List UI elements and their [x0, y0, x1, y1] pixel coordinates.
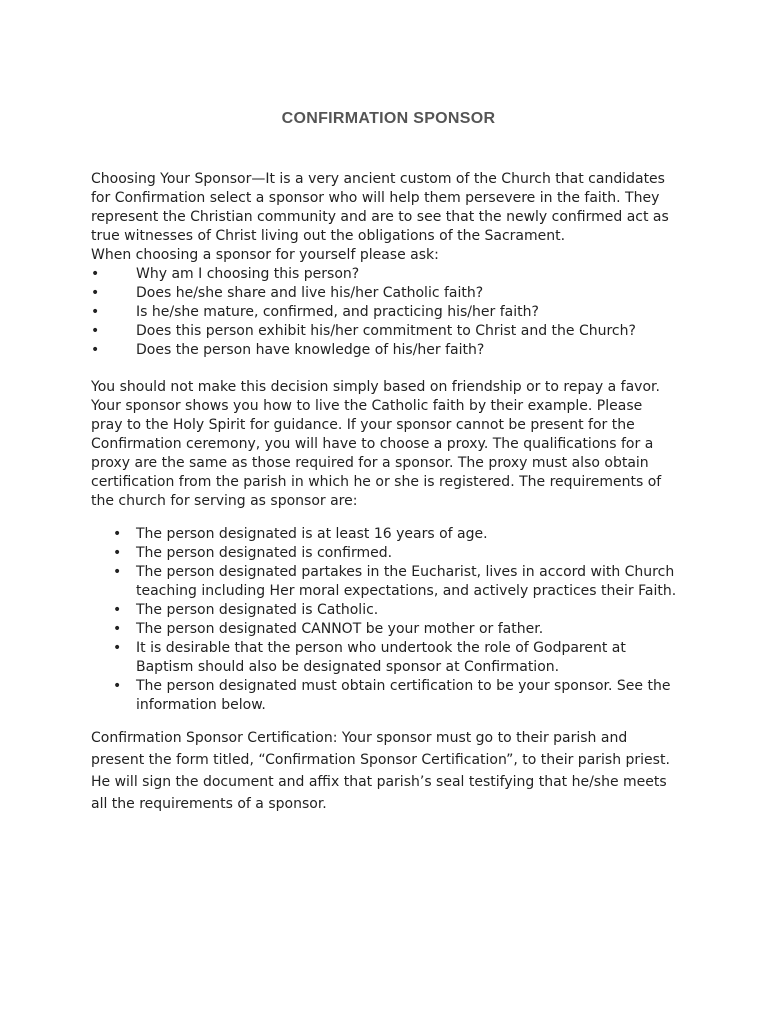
list-item [91, 265, 678, 284]
page-title: CONFIRMATION SPONSOR [281, 110, 496, 127]
certification-paragraph: Confirmation Sponsor Certification: Your sponsor must go to their parish and present the form titled, “Confirmation Sponsor Certification”, to their parish priest. He will sign the document and affix that parish’s seal testifying that he/she meets all the requirements of a sponsor. [91, 730, 670, 812]
bullet-icon: • [91, 266, 100, 282]
bullet-icon: • [113, 602, 122, 618]
requirement-text: The person designated must obtain certification to be your sponsor. See the information below. [136, 678, 671, 713]
requirement-text: The person designated CANNOT be your mother or father. [136, 621, 544, 637]
bullet-icon: • [113, 526, 122, 542]
list-item [91, 303, 678, 322]
list-item [91, 620, 678, 639]
advice-paragraph: You should not make this decision simply based on friendship or to repay a favor. Your sponsor shows you how to live the Catholic faith by their example. Please pray to the Holy Spirit for guidance. If your sponsor cannot be present for the Confirmation ceremony, you will have to choose a proxy. The qualifications for a proxy are the same as those required for a sponsor. The proxy must also obtain certification from the parish in which he or she is registered. The requirements of the church for serving as sponsor are: [91, 379, 662, 509]
list-item [91, 322, 678, 341]
bullet-icon: • [91, 323, 100, 339]
list-item [91, 525, 678, 544]
list-item [91, 544, 678, 563]
requirement-text: The person designated partakes in the Eucharist, lives in accord with Church teaching including Her moral expectations, and actively practices their Faith. [136, 564, 677, 599]
list-item [91, 563, 678, 601]
question-text: Does the person have knowledge of his/her faith? [136, 342, 485, 358]
requirements-list [91, 525, 678, 715]
bullet-icon: • [113, 640, 122, 656]
bullet-icon: • [91, 342, 100, 358]
question-text: Does this person exhibit his/her commitment to Christ and the Church? [136, 323, 636, 339]
question-text: Is he/she mature, confirmed, and practicing his/her faith? [136, 304, 539, 320]
list-item [91, 639, 678, 677]
question-list [91, 265, 678, 360]
question-text: Why am I choosing this person? [136, 266, 360, 282]
list-item [91, 601, 678, 620]
list-item [91, 677, 678, 715]
intro-paragraph: Choosing Your Sponsor—It is a very ancient custom of the Church that candidates for Confirmation select a sponsor who will help them persevere in the faith. They represent the Christian community and are to see that the newly confirmed act as true witnesses of Christ living out the obligations of the Sacrament. [91, 171, 669, 244]
bullet-icon: • [113, 621, 122, 637]
bullet-icon: • [91, 285, 100, 301]
ask-lead: When choosing a sponsor for yourself please ask: [91, 247, 439, 263]
bullet-icon: • [91, 304, 100, 320]
list-item [91, 284, 678, 303]
list-item [91, 341, 678, 360]
requirement-text: The person designated is at least 16 years of age. [136, 526, 488, 542]
bullet-icon: • [113, 545, 122, 561]
requirement-text: The person designated is Catholic. [136, 602, 379, 618]
requirement-text: It is desirable that the person who undertook the role of Godparent at Baptism should also be designated sponsor at Confirmation. [136, 640, 626, 675]
bullet-icon: • [113, 678, 122, 694]
bullet-icon: • [113, 564, 122, 580]
question-text: Does he/she share and live his/her Catholic faith? [136, 285, 484, 301]
requirement-text: The person designated is confirmed. [136, 545, 393, 561]
